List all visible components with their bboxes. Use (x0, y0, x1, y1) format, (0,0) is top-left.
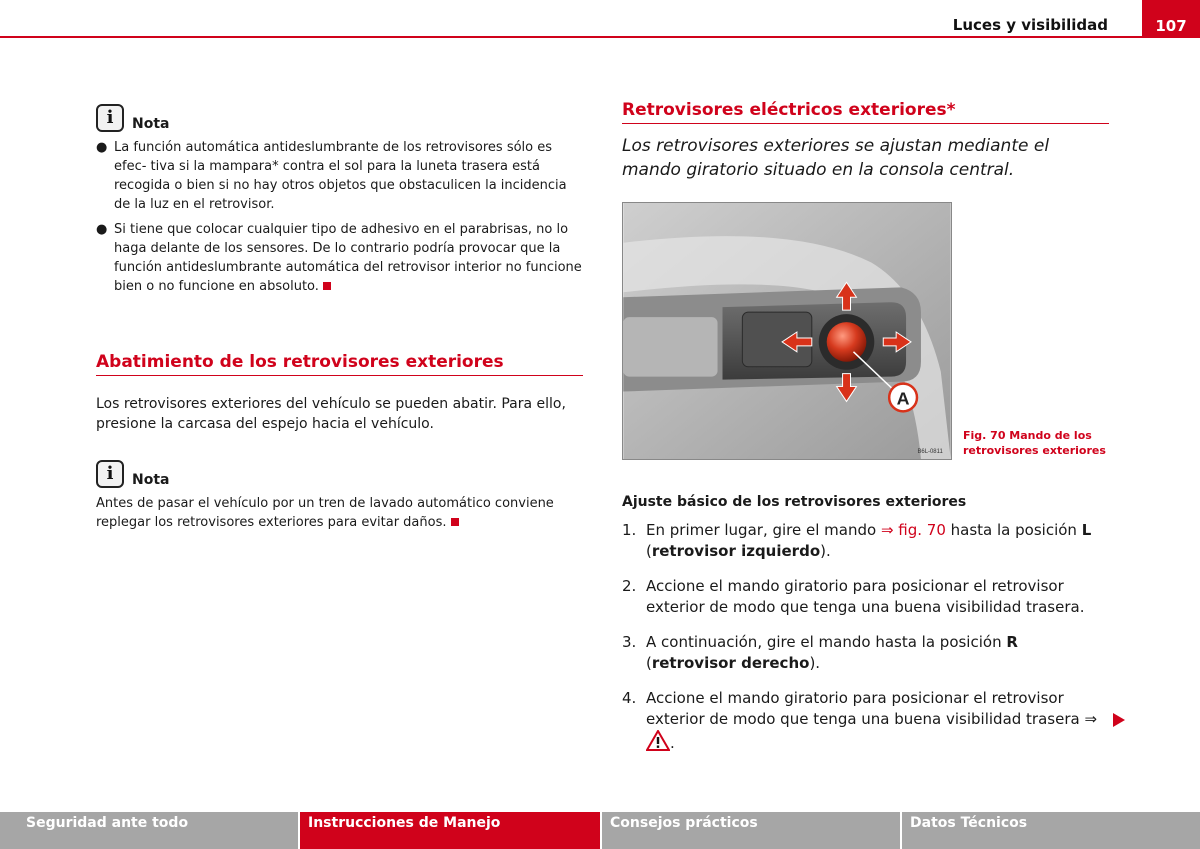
list-item: 3. A continuación, gire el mando hasta la posición R (retrovisor derecho). (622, 633, 1018, 672)
section-title: Retrovisores eléctricos exteriores* (622, 100, 1109, 124)
figure-caption: Fig. 70 Mando de los retrovisores exteriores (963, 429, 1106, 457)
tab-consejos[interactable]: Consejos prácticos (602, 812, 900, 849)
note-bullet-text: La función automática antideslumbrante de los retrovisores sólo es efec- tiva si la mampara* contra el sol para la luneta trasera está recogida o bien si no hay otros objetos que obstaculicen la incidencia de la luz en el retrovisor. (114, 140, 567, 212)
right-column (622, 100, 1109, 768)
note-label: Nota (132, 472, 170, 488)
note-bullet-text: Si tiene que colocar cualquier tipo de adhesivo en el parabrisas, no lo haga delante de los sensores. De lo contrario podría provocar que la función antideslumbrante automática del retrovisor interior no funcione bien o no funcione en absoluto. (114, 222, 582, 294)
tab-datos[interactable]: Datos Técnicos (902, 812, 1200, 849)
image-code: B6L-0811 (917, 449, 943, 456)
section-title: Abatimiento de los retrovisores exteriores (96, 352, 583, 376)
tab-instrucciones[interactable]: Instrucciones de Manejo (300, 812, 600, 849)
left-column (96, 104, 583, 532)
footer-nav (0, 812, 1200, 849)
next-page-arrow-icon[interactable] (1112, 712, 1126, 728)
figure-reference-link[interactable]: ⇒ fig. 70 (880, 521, 946, 539)
list-item: 2. Accione el mando giratorio para posicionar el retrovisor exterior de modo que tenga una buena visibilidad trasera. (622, 577, 1085, 616)
tab-seguridad[interactable]: Seguridad ante todo (0, 812, 298, 849)
note-bullet (96, 220, 583, 296)
header-rule (0, 36, 1200, 38)
info-icon: i (96, 104, 124, 132)
page-number: 107 (1142, 0, 1200, 38)
steps-list (622, 520, 1109, 754)
info-icon: i (96, 460, 124, 488)
intro-text: Los retrovisores exteriores se ajustan mediante el mando giratorio situado en la consola central. (622, 136, 1050, 180)
end-of-section-icon (323, 282, 331, 290)
end-of-section-icon (451, 518, 459, 526)
mirror-control-image (622, 202, 952, 460)
list-item: 1. En primer lugar, gire el mando ⇒ fig. 70 hasta la posición L (retrovisor izquierdo). (622, 521, 1092, 560)
note-label: Nota (132, 116, 170, 132)
warning-icon[interactable] (646, 730, 670, 751)
bullet-icon: ● (96, 140, 108, 155)
note-bullet (96, 138, 583, 214)
chapter-title: Luces y visibilidad (952, 16, 1108, 34)
list-item: 4. Accione el mando giratorio para posicionar el retrovisor exterior de modo que tenga una buena visibilidad trasera ⇒ . (622, 689, 1098, 752)
note-header (96, 104, 583, 132)
bullet-icon: ● (96, 222, 108, 237)
figure (622, 202, 1109, 462)
subheading: Ajuste básico de los retrovisores exteriores (622, 494, 967, 510)
callout-label: A (896, 388, 910, 409)
section-text: Los retrovisores exteriores del vehículo se pueden abatir. Para ello, presione la carcasa del espejo hacia el vehículo. (96, 396, 566, 432)
note-text: Antes de pasar el vehículo por un tren de lavado automático conviene replegar los retrovisores exteriores para evitar daños. (96, 496, 554, 530)
note-header (96, 460, 583, 488)
